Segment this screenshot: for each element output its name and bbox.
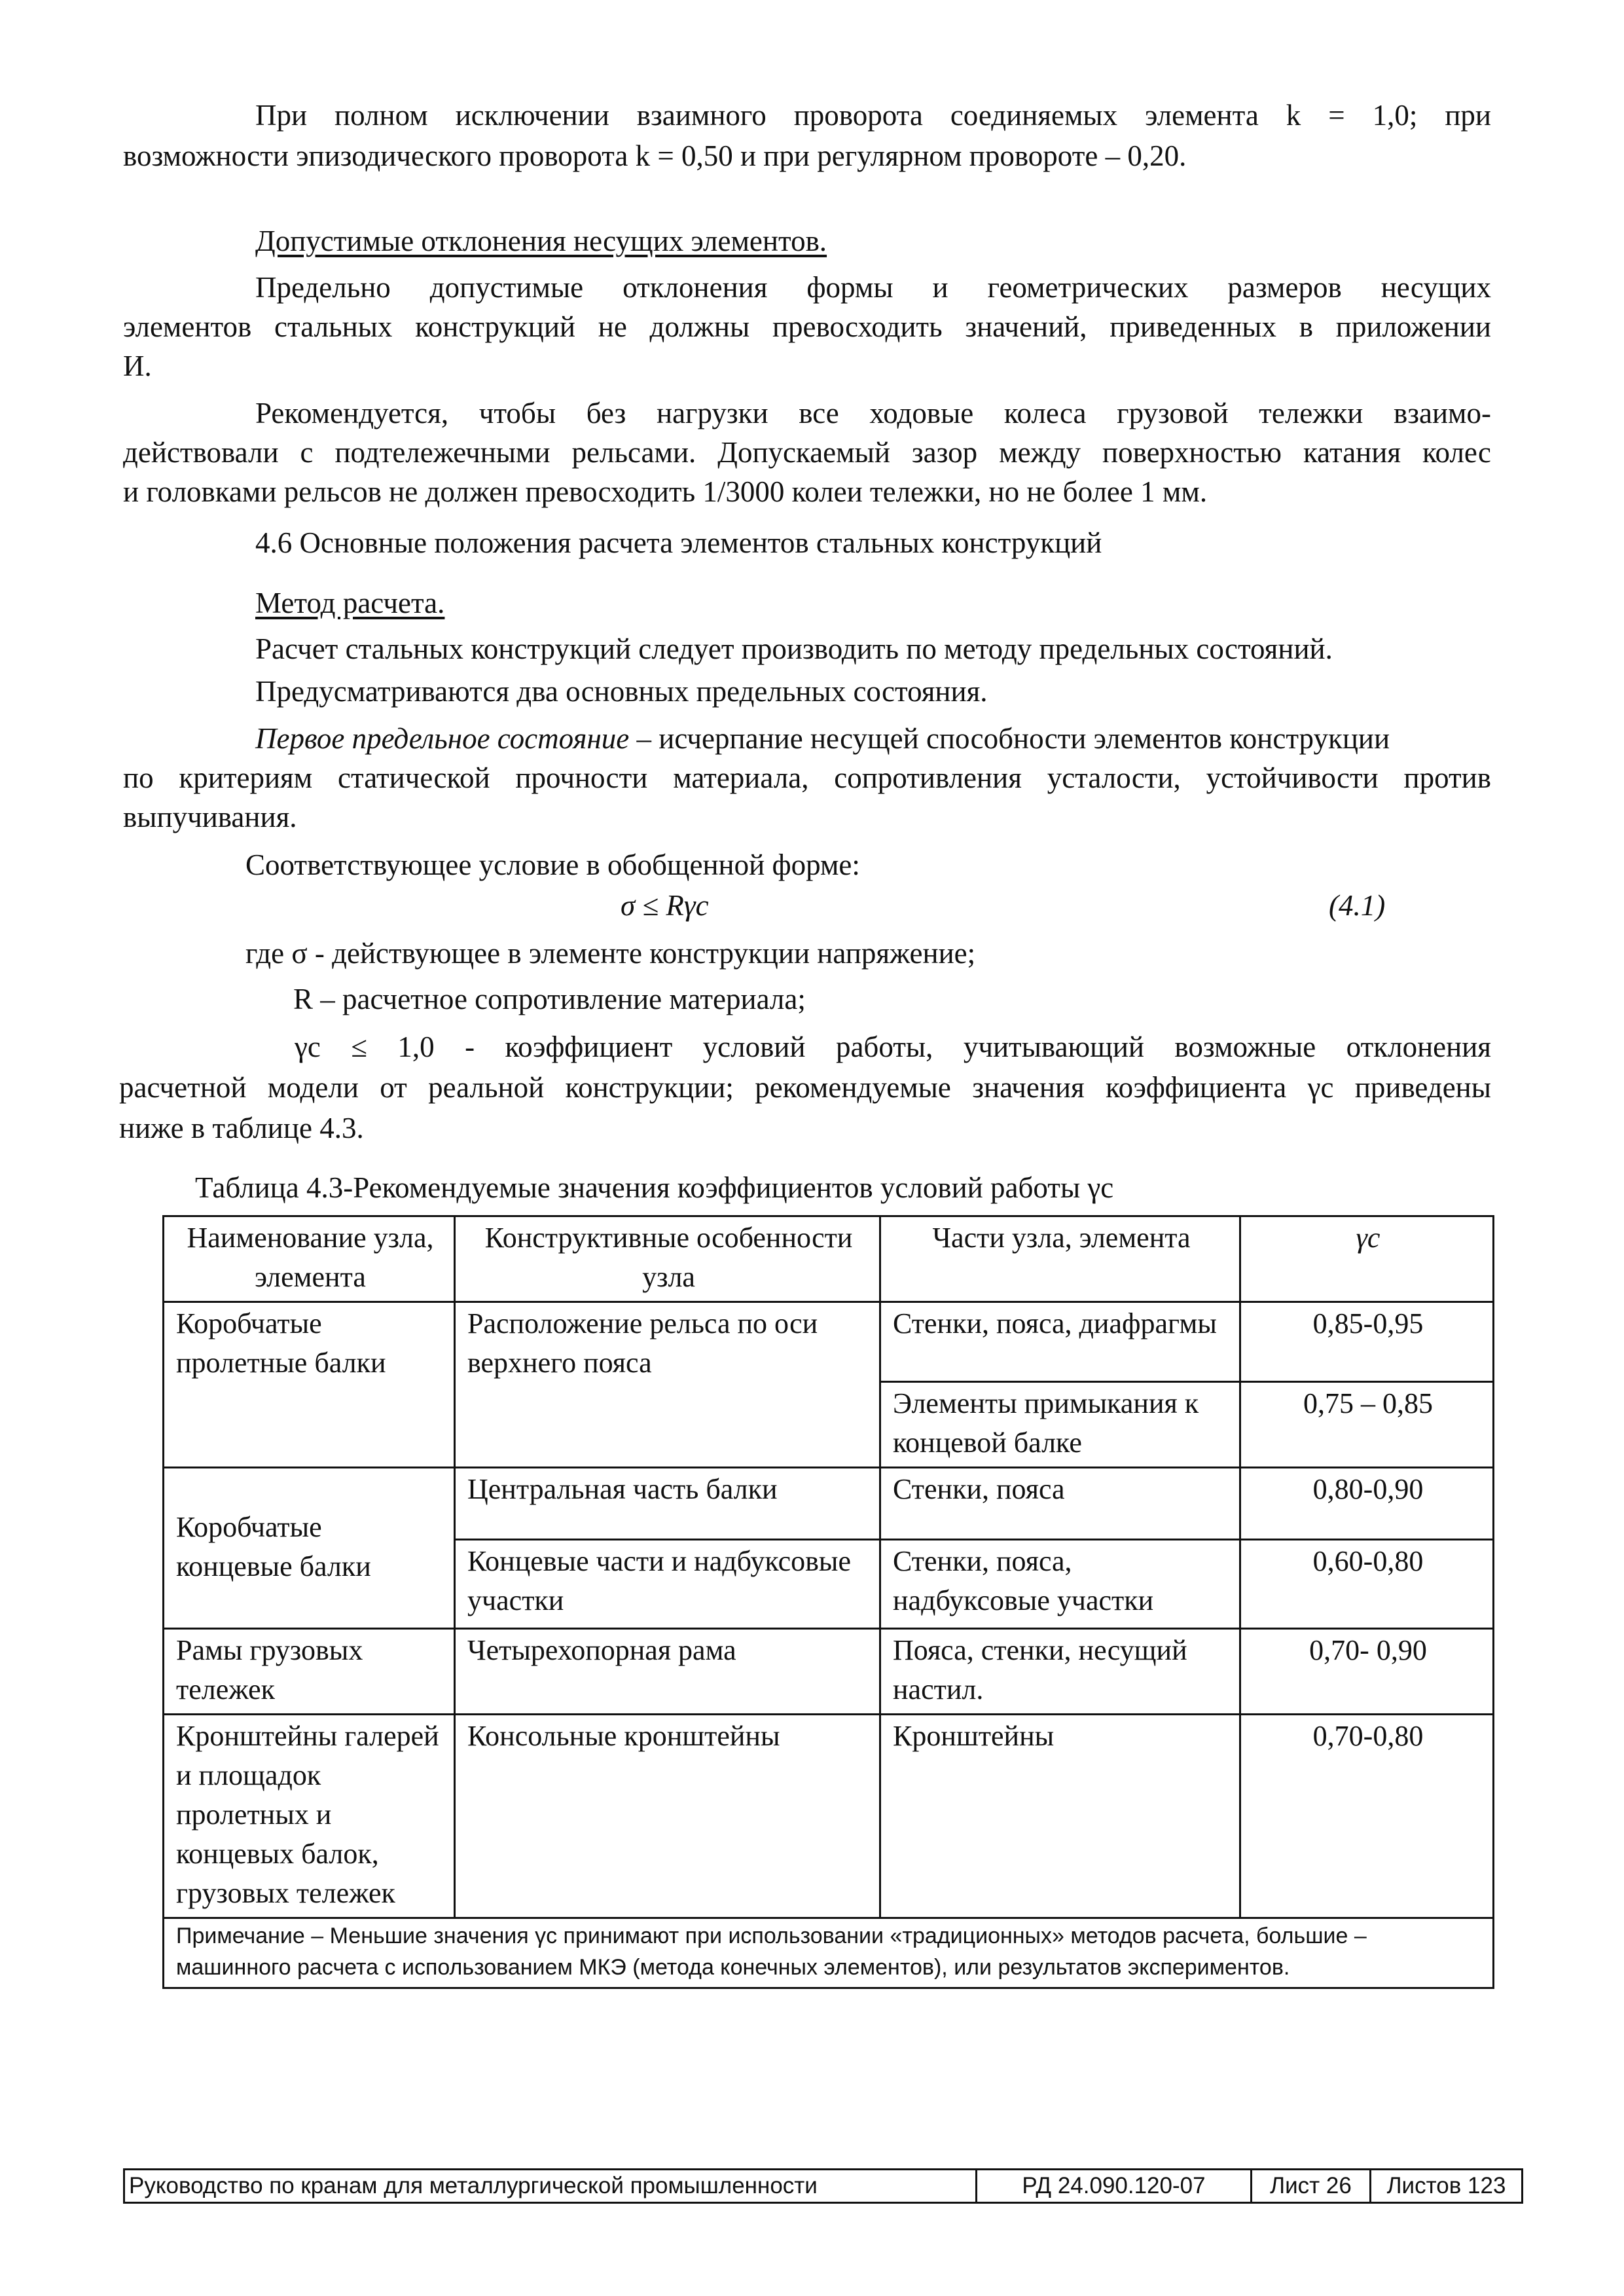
table-cell-part: Элементы примыкания к концевой балке — [880, 1382, 1240, 1468]
paragraph-line: При полном исключении взаимного проворота соединяемых элемента k = 1,0; при — [255, 99, 1491, 132]
paragraph-line: возможности эпизодического проворота k = 0,50 и при регулярном провороте – 0,20. — [123, 139, 1187, 172]
table-header-row — [164, 1216, 1494, 1302]
section-title: 4.6 Основные положения расчета элементов стальных конструкций — [255, 526, 1102, 559]
table-header-cell: γc — [1240, 1216, 1494, 1302]
paragraph-line: выпучивания. — [123, 801, 297, 833]
table-header-cell: Конструктивные особенности узла — [455, 1216, 880, 1302]
paragraph-line — [255, 718, 1491, 759]
formula-number: (4.1) — [1329, 889, 1386, 922]
table-caption: Таблица 4.3-Рекомендуемые значения коэффициентов условий работы γc — [195, 1171, 1114, 1204]
table-cell-value: 0,70- 0,90 — [1240, 1629, 1494, 1715]
footer-document-title: Руководство по кранам для металлургической промышленности — [124, 2170, 977, 2203]
table-cell-value: 0,75 – 0,85 — [1240, 1382, 1494, 1468]
table-cell-name: Рамы грузовых тележек — [164, 1629, 455, 1715]
table-cell-feature: Концевые части и надбуксовые участки — [455, 1540, 880, 1629]
table-note-row — [164, 1918, 1494, 1988]
table-row — [164, 1468, 1494, 1540]
table-cell-value: 0,80-0,90 — [1240, 1468, 1494, 1540]
table-cell-feature: Четырехопорная рама — [455, 1629, 880, 1715]
formula: σ ≤ Rγc — [621, 889, 709, 922]
term-first-limit-state: Первое предельное состояние — [255, 722, 630, 755]
paragraph-line: Соответствующее условие в обобщенной форме: — [245, 848, 860, 881]
table-row — [164, 1302, 1494, 1382]
table-cell-value: 0,70-0,80 — [1240, 1715, 1494, 1918]
term-definition: – исчерпание несущей способности элементов конструкции — [629, 722, 1390, 755]
table-header-cell: Части узла, элемента — [880, 1216, 1240, 1302]
paragraph-line: и головками рельсов не должен превосходить 1/3000 колеи тележки, но не более 1 мм. — [123, 475, 1208, 508]
table-cell-part: Стенки, пояса — [880, 1468, 1240, 1540]
table-cell-feature: Расположение рельса по оси верхнего пояса — [455, 1302, 880, 1468]
section-subheading: Допустимые отклонения несущих элементов. — [255, 225, 827, 257]
method-heading: Метод расчета. — [255, 587, 445, 619]
table-cell-name: Коробчатые концевые балки — [164, 1468, 455, 1629]
table-row — [164, 1629, 1494, 1715]
table-cell-feature: Консольные кронштейны — [455, 1715, 880, 1918]
where-line: γc ≤ 1,0 - коэффициент условий работы, учитывающий возможные отклонения — [295, 1030, 1491, 1063]
table-note: Примечание – Меньшие значения γc принимают при использовании «традиционных» методов расчета, большие – машинного расчета с использованием МКЭ (метода конечных элементов), или результатов экспериментов. — [164, 1918, 1494, 1988]
paragraph-line: действовали с подтележечными рельсами. Допускаемый зазор между поверхностью катания колес — [123, 436, 1491, 469]
where-line: ниже в таблице 4.3. — [119, 1112, 364, 1144]
coefficients-table — [162, 1215, 1494, 1989]
footer-sheet-total: Листов 123 — [1371, 2170, 1523, 2203]
table-cell-part: Кронштейны — [880, 1715, 1240, 1918]
table-cell-part: Стенки, пояса, надбуксовые участки — [880, 1540, 1240, 1629]
table-header-cell: Наименование узла, элемента — [164, 1216, 455, 1302]
paragraph-line: элементов стальных конструкций не должны превосходить значений, приведенных в приложении — [123, 310, 1491, 343]
table-cell-name: Кронштейны галерей и площадок пролетных и концевых балок, грузовых тележек — [164, 1715, 455, 1918]
table-cell-name: Коробчатые пролетные балки — [164, 1302, 455, 1468]
table-cell-feature: Центральная часть балки — [455, 1468, 880, 1540]
footer-sheet-number: Лист 26 — [1252, 2170, 1371, 2203]
where-line: расчетной модели от реальной конструкции; рекомендуемые значения коэффициента γc приведены — [119, 1071, 1491, 1104]
footer-document-code: РД 24.090.120-07 — [977, 2170, 1252, 2203]
paragraph-line: Расчет стальных конструкций следует производить по методу предельных состояний. — [255, 632, 1333, 665]
table-cell-value: 0,85-0,95 — [1240, 1302, 1494, 1382]
table-cell-part: Стенки, пояса, диафрагмы — [880, 1302, 1240, 1382]
title-block — [123, 2168, 1523, 2204]
paragraph-line: Рекомендуется, чтобы без нагрузки все ходовые колеса грузовой тележки взаимо- — [255, 397, 1491, 429]
paragraph-line: по критериям статической прочности материала, сопротивления усталости, устойчивости против — [123, 761, 1491, 794]
where-line: R – расчетное сопротивление материала; — [293, 983, 806, 1015]
table-cell-part: Пояса, стенки, несущий настил. — [880, 1629, 1240, 1715]
table-row — [164, 1715, 1494, 1918]
paragraph-line: Предельно допустимые отклонения формы и геометрических размеров несущих — [255, 271, 1491, 304]
where-line: где σ - действующее в элементе конструкции напряжение; — [245, 937, 976, 970]
paragraph-line: Предусматриваются два основных предельных состояния. — [255, 675, 988, 708]
paragraph-line: И. — [123, 350, 152, 382]
table-cell-value: 0,60-0,80 — [1240, 1540, 1494, 1629]
